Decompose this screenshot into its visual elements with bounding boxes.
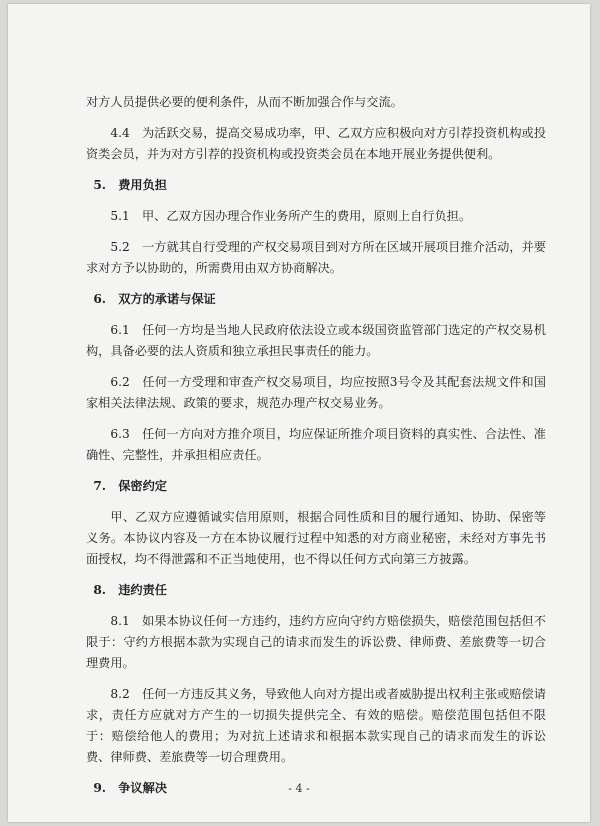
heading-section-9: 9. 争议解决 xyxy=(93,781,167,795)
page-content xyxy=(86,92,546,809)
document-page xyxy=(8,4,590,822)
clause-8-1: 8.1 如果本协议任何一方违约，违约方应向守约方赔偿损失，赔偿范围包括但不限于：守约方根据本款为实现自己的请求而发生的诉讼费、律师费、差旅费等一切合理费用。 xyxy=(86,614,546,670)
clause-4-4: 4.4 为活跃交易，提高交易成功率，甲、乙双方应积极向对方引荐投资机构或投资类会员，并为对方引荐的投资机构或投资类会员在本地开展业务提供便利。 xyxy=(86,126,546,161)
heading-section-7: 7. 保密约定 xyxy=(93,479,167,493)
clause-8-2: 8.2 任何一方违反其义务，导致他人向对方提出或者威胁提出权利主张或赔偿请求，责任方应就对方产生的一切损失提供完全、有效的赔偿。赔偿范围包括但不限于：赔偿给他人的费用；为对抗上述请求和根据本款实现自己的请求而发生的诉讼费、律师费、差旅费等一切合理费用。 xyxy=(86,687,546,764)
clause-5-1: 5.1 甲、乙双方因办理合作业务所产生的费用，原则上自行负担。 xyxy=(110,209,472,223)
page-number: - 4 - xyxy=(288,782,310,795)
clause-5-2: 5.2 一方就其自行受理的产权交易项目到对方所在区域开展项目推介活动，并要求对方予以协助的，所需费用由双方协商解决。 xyxy=(86,240,546,275)
heading-section-5: 5. 费用负担 xyxy=(93,178,167,192)
paragraph-continued: 对方人员提供必要的便利条件，从而不断加强合作与交流。 xyxy=(86,95,403,109)
clause-6-1: 6.1 任何一方均是当地人民政府依法设立或本级国资监管部门选定的产权交易机构，具备必要的法人资质和独立承担民事责任的能力。 xyxy=(86,323,546,358)
heading-section-8: 8. 违约责任 xyxy=(93,583,167,597)
heading-section-6: 6. 双方的承诺与保证 xyxy=(93,292,216,306)
clause-6-3: 6.3 任何一方向对方推介项目，均应保证所推介项目资料的真实性、合法性、准确性、完整性，并承担相应责任。 xyxy=(86,427,546,462)
clause-6-2: 6.2 任何一方受理和审查产权交易项目，均应按照3号令及其配套法规文件和国家相关法律法规、政策的要求，规范办理产权交易业务。 xyxy=(86,375,546,410)
clause-7-body: 甲、乙双方应遵循诚实信用原则，根据合同性质和目的履行通知、协助、保密等义务。本协议内容及一方在本协议履行过程中知悉的对方商业秘密，未经对方事先书面授权，均不得泄露和不正当地使用，也不得以任何方式向第三方披露。 xyxy=(86,510,546,566)
